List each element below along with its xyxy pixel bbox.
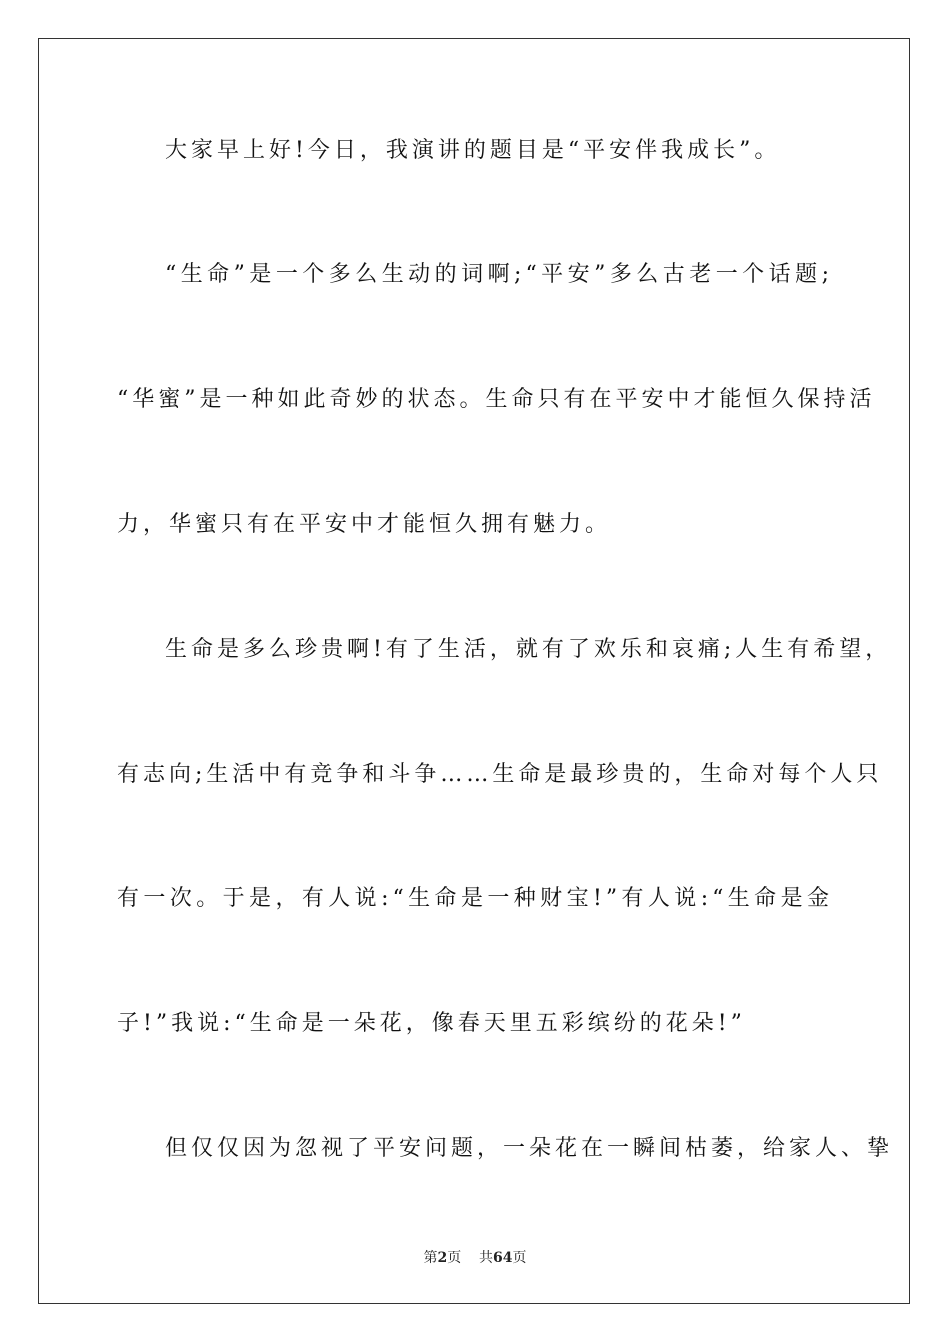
- paragraph-line-3: “华蜜”是一种如此奇妙的状态。生命只有在平安中才能恒久保持活: [117, 387, 876, 412]
- footer-total-prefix: 共: [479, 1250, 494, 1266]
- paragraph-line-2: “生命”是一个多么生动的词啊;“平安”多么古老一个话题;: [165, 262, 833, 287]
- footer-total-suffix: 页: [512, 1250, 527, 1266]
- paragraph-line-7: 有一次。于是，有人说:“生命是一种财宝!”有人说:“生命是金: [117, 886, 833, 911]
- footer-page-prefix: 第: [423, 1250, 438, 1266]
- paragraph-line-8: 子!”我说:“生命是一朵花，像春天里五彩缤纷的花朵!”: [117, 1011, 746, 1036]
- page-border: [38, 38, 910, 1304]
- paragraph-line-6: 有志向;生活中有竞争和斗争……生命是最珍贵的，生命对每个人只: [117, 762, 883, 787]
- paragraph-line-1: 大家早上好!今日，我演讲的题目是“平安伴我成长”。: [165, 138, 781, 163]
- footer-total-pages: 64: [493, 1250, 513, 1266]
- footer-page-number: 2: [437, 1250, 448, 1266]
- paragraph-line-5: 生命是多么珍贵啊!有了生活，就有了欢乐和哀痛;人生有希望，: [165, 637, 892, 662]
- paragraph-line-9: 但仅仅因为忽视了平安问题，一朵花在一瞬间枯萎，给家人、挚: [165, 1136, 894, 1161]
- footer-page-suffix: 页: [447, 1250, 462, 1266]
- paragraph-line-4: 力，华蜜只有在平安中才能恒久拥有魅力。: [117, 512, 612, 537]
- page-footer: [0, 1247, 950, 1267]
